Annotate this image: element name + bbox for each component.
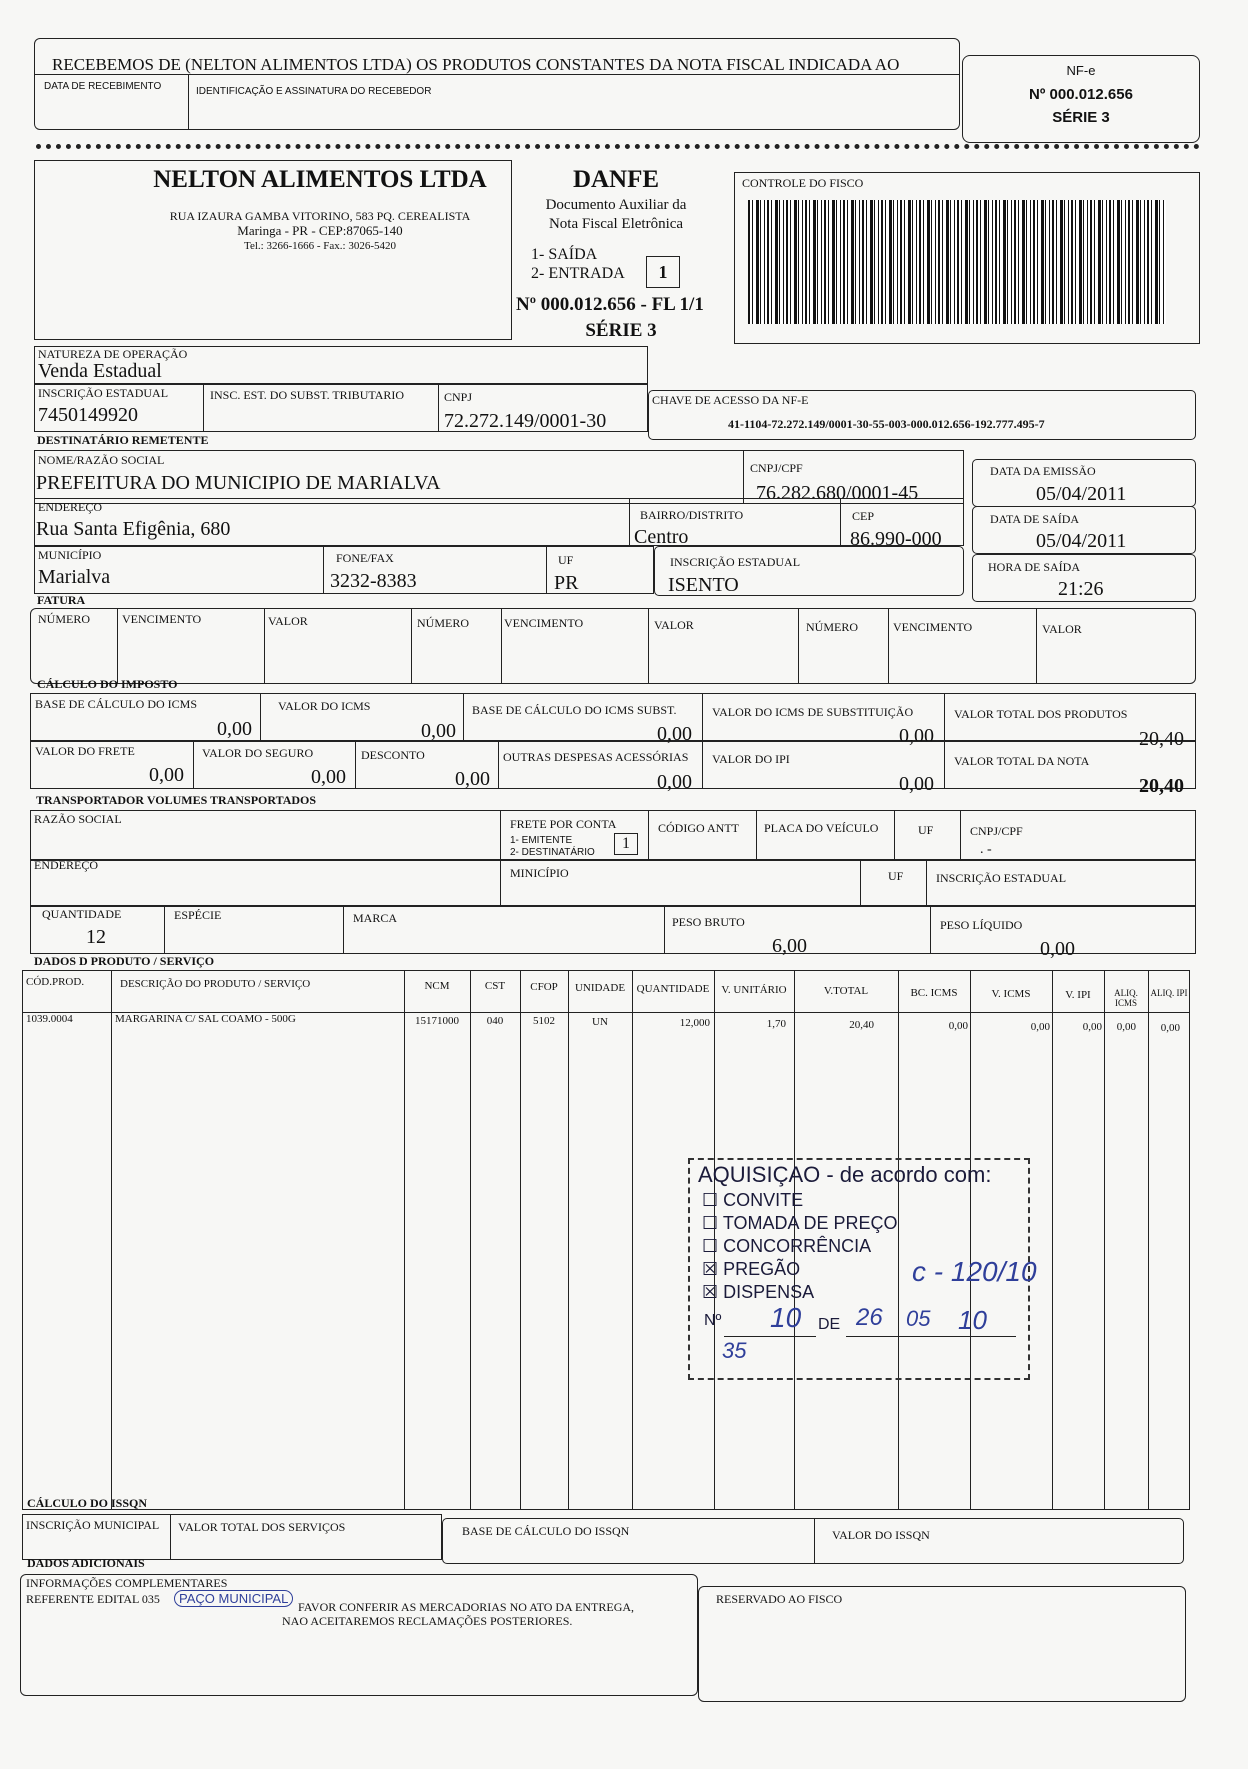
receipt-header: RECEBEMOS DE (NELTON ALIMENTOS LTDA) OS PRODUTOS CONSTANTES DA NOTA FISCAL INDICADA AO	[52, 55, 900, 74]
imp2-div-2	[355, 741, 356, 789]
ie-value: 7450149920	[38, 404, 138, 426]
row-cst: 040	[486, 1015, 504, 1027]
transport-municipio-label: MINICÍPIO	[510, 866, 569, 880]
hw-month: 05	[906, 1306, 931, 1331]
cep-value: 86.990-000	[850, 528, 942, 550]
ie-divider-1	[203, 384, 204, 432]
issqn-div-1	[170, 1514, 171, 1560]
barcode	[748, 200, 1166, 324]
recipient-ie-label: INSCRIÇÃO ESTADUAL	[670, 555, 801, 569]
natureza-label: NATUREZA DE OPERAÇÃO	[38, 347, 188, 361]
stamp-pregao: ☒ PREGÃO	[702, 1259, 801, 1279]
th-ncm: NCM	[424, 980, 450, 992]
fatura-box	[30, 608, 1196, 684]
row-aliq-icms: 0,00	[1116, 1021, 1136, 1033]
ipi-label: VALOR DO IPI	[712, 752, 790, 766]
imposto-section: CÁLCULO DO IMPOSTO	[37, 677, 178, 691]
outras-value: 0,00	[657, 771, 692, 793]
hora-value: 21:26	[1058, 578, 1104, 600]
tr3-div-1	[164, 906, 165, 954]
fatura-numero-3: NÚMERO	[806, 620, 859, 634]
especie-label: ESPÉCIE	[174, 908, 222, 922]
fatura-numero-2: NÚMERO	[417, 616, 470, 630]
imp1-div-4	[944, 693, 945, 741]
transport-cnpj-label: CNPJ/CPF	[970, 824, 1023, 838]
th-vunitario: V. UNITÁRIO	[721, 984, 787, 996]
prod-col-4	[520, 970, 521, 1510]
row-vtotal: 20,40	[849, 1019, 874, 1031]
prod-col-2	[404, 970, 405, 1510]
issqn-div-2	[814, 1518, 815, 1564]
recipient-cnpj: 76.282.680/0001-45	[756, 482, 919, 504]
imp2-div-5	[944, 741, 945, 789]
th-cfop: CFOP	[530, 981, 558, 993]
prod-col-3	[470, 970, 471, 1510]
frete-label: VALOR DO FRETE	[35, 744, 135, 758]
frete-value: 0,00	[149, 764, 184, 786]
prod-col-6	[632, 970, 633, 1510]
natureza-value: Venda Estadual	[38, 360, 162, 382]
frete-value-box: 1	[614, 833, 638, 855]
imp2-div-4	[702, 741, 703, 789]
emitter-phone: Tel.: 3266-1666 - Fax.: 3026-5420	[244, 240, 396, 252]
hw-number: 10	[770, 1302, 802, 1333]
stamp-convite: ☐ CONVITE	[702, 1190, 804, 1210]
ie-label: INSCRIÇÃO ESTADUAL	[38, 386, 169, 400]
cut-line	[36, 144, 1200, 149]
phone-value: 3232-8383	[330, 570, 417, 592]
prod-col-11	[1052, 970, 1053, 1510]
receipt-col-divider	[188, 74, 189, 130]
outras-label: OUTRAS DESPESAS ACESSÓRIAS	[503, 750, 689, 764]
issqn-valor-label: VALOR DO ISSQN	[832, 1528, 930, 1542]
fatura-valor-3: VALOR	[1042, 622, 1082, 636]
tr2-div-1	[500, 860, 501, 906]
peso-bruto-value: 6,00	[772, 935, 807, 957]
stamp-title: AQUISIÇAO - de acordo com:	[698, 1162, 992, 1187]
hw-day: 26	[856, 1304, 883, 1331]
peso-bruto-label: PESO BRUTO	[672, 915, 745, 929]
info-line-3: NAO ACEITAREMOS RECLAMAÇÕES POSTERIORES.	[282, 1614, 573, 1628]
row-unidade: UN	[592, 1016, 608, 1028]
stamp-num-label: Nº	[704, 1312, 722, 1329]
tr1-div-4	[894, 810, 895, 860]
recipient-name-divider	[743, 450, 744, 504]
cnpj-value: 72.272.149/0001-30	[444, 410, 607, 432]
cnpj-label: CNPJ	[444, 390, 473, 404]
receipt-nfe-label: NF-e	[1066, 63, 1096, 78]
tr1-div-3	[756, 810, 757, 860]
fatura-valor-1: VALOR	[268, 614, 308, 628]
transport-uf2-label: UF	[888, 869, 904, 883]
row-cod: 1039.0004	[26, 1013, 73, 1025]
info-line-2: FAVOR CONFERIR AS MERCADORIAS NO ATO DA ENTREGA,	[298, 1600, 635, 1614]
peso-liquido-label: PESO LÍQUIDO	[940, 918, 1023, 932]
receipt-date-label: DATA DE RECEBIMENTO	[44, 81, 162, 92]
address-label: ENDEREÇO	[38, 500, 102, 514]
th-v-icms: V. ICMS	[991, 988, 1031, 1000]
row-quantidade: 12,000	[679, 1017, 710, 1029]
address-value: Rua Santa Efigênia, 680	[36, 518, 231, 540]
info-label: INFORMAÇÕES COMPLEMENTARES	[26, 1576, 228, 1590]
city-value: Marialva	[38, 566, 111, 588]
fatura-section: FATURA	[37, 593, 86, 607]
th-quantidade: QUANTIDADE	[636, 983, 710, 995]
quantidade-label: QUANTIDADE	[42, 907, 122, 921]
frete-opt-1: 1- EMITENTE	[510, 835, 573, 846]
prod-col-13	[1148, 970, 1149, 1510]
total-produtos-label: VALOR TOTAL DOS PRODUTOS	[954, 707, 1128, 721]
imp2-div-1	[193, 741, 194, 789]
emitter-city: Maringa - PR - CEP:87065-140	[237, 223, 403, 238]
th-vtotal: V.TOTAL	[823, 985, 869, 997]
danfe-subtitle-1: Documento Auxiliar da	[545, 197, 687, 213]
fatura-div-4	[501, 608, 502, 684]
total-nota-value: 20,40	[1139, 775, 1184, 797]
chave-value: 41-1104-72.272.149/0001-30-55-003-000.012.656-192.777.495-7	[728, 417, 1045, 431]
bairro-value: Centro	[634, 526, 689, 548]
fatura-numero-1: NÚMERO	[38, 612, 91, 626]
fatura-vencimento-3: VENCIMENTO	[893, 620, 973, 634]
row-v-ipi: 0,00	[1082, 1021, 1102, 1033]
tr3-div-3	[664, 906, 665, 954]
city-label: MUNICÍPIO	[38, 548, 102, 562]
bairro-label: BAIRRO/DISTRITO	[640, 508, 744, 522]
th-aliq-icms: ALIQ. ICMS	[1114, 988, 1138, 1008]
quantidade-value: 12	[86, 926, 106, 948]
additional-section: DADOS ADICIONAIS	[27, 1556, 145, 1570]
imp1-div-2	[463, 693, 464, 741]
ipi-value: 0,00	[899, 773, 934, 795]
base-st-value: 0,00	[657, 723, 692, 745]
stamp-concorrencia-label: CONCORRÊNCIA	[723, 1236, 872, 1256]
products-section: DADOS D PRODUTO / SERVIÇO	[34, 954, 215, 968]
city-divider-2	[546, 546, 547, 594]
city-divider-1	[323, 546, 324, 594]
danfe-saida: 1- SAÍDA	[531, 246, 598, 263]
danfe-title: DANFE	[572, 166, 660, 193]
imp2-div-3	[498, 741, 499, 789]
th-aliq-ipi: ALIQ. IPI	[1150, 988, 1188, 998]
valor-icms-value: 0,00	[421, 720, 456, 742]
recipient-ie-value: ISENTO	[668, 574, 739, 596]
tr1-div-2	[648, 810, 649, 860]
recipient-section: DESTINATÁRIO REMETENTE	[37, 433, 209, 447]
recipient-name: PREFEITURA DO MUNICIPIO DE MARIALVA	[36, 472, 441, 494]
hw-paco-municipal: PAÇO MUNICIPAL	[174, 1590, 293, 1607]
stamp-convite-label: CONVITE	[723, 1190, 804, 1210]
transport-cnpj-value: . -	[980, 842, 992, 857]
desconto-label: DESCONTO	[361, 748, 425, 762]
tr2-div-3	[926, 860, 927, 906]
base-icms-label: BASE DE CÁLCULO DO ICMS	[35, 697, 198, 711]
imp1-div-1	[260, 693, 261, 741]
danfe-serie: SÉRIE 3	[585, 320, 657, 341]
stamp-concorrencia: ☐ CONCORRÊNCIA	[702, 1236, 872, 1256]
address-divider-1	[629, 498, 630, 546]
hora-label: HORA DE SAÍDA	[988, 560, 1081, 574]
receipt-signature-label: IDENTIFICAÇÃO E ASSINATURA DO RECEBEDOR	[196, 86, 432, 97]
valor-st-label: VALOR DO ICMS DE SUBSTITUIÇÃO	[712, 705, 914, 719]
danfe-type-box: 1	[646, 256, 680, 288]
tr1-div-1	[500, 810, 501, 860]
th-descricao: DESCRIÇÃO DO PRODUTO / SERVIÇO	[120, 978, 311, 990]
stamp-tomada: ☐ TOMADA DE PREÇO	[702, 1213, 898, 1233]
row-vunitario: 1,70	[766, 1018, 786, 1030]
phone-label: FONE/FAX	[336, 551, 394, 565]
stamp-tomada-label: TOMADA DE PREÇO	[722, 1213, 898, 1233]
th-bc-icms: BC. ICMS	[910, 987, 958, 999]
reserved-fisco-label: RESERVADO AO FISCO	[716, 1592, 843, 1606]
ie-st-label: INSC. EST. DO SUBST. TRIBUTARIO	[210, 388, 405, 402]
saida-value: 05/04/2011	[1036, 530, 1127, 552]
imp1-div-3	[702, 693, 703, 741]
uf-label: UF	[558, 553, 574, 567]
stamp-dispensa-label: DISPENSA	[723, 1282, 815, 1302]
receipt-nfe-serie: SÉRIE 3	[1052, 109, 1110, 126]
fatura-div-6	[798, 608, 799, 684]
valor-icms-label: VALOR DO ICMS	[278, 699, 371, 713]
issqn-section: CÁLCULO DO ISSQN	[27, 1496, 148, 1510]
hw-extra: 35	[722, 1338, 747, 1363]
transport-endereco-label: ENDEREÇO	[34, 858, 98, 872]
prod-col-1	[111, 970, 112, 1510]
issqn-base-label: BASE DE CÁLCULO DO ISSQN	[462, 1524, 630, 1538]
stamp-date-line	[846, 1336, 1016, 1337]
tr3-div-2	[343, 906, 344, 954]
info-line-1: REFERENTE EDITAL 035	[26, 1592, 160, 1606]
marca-label: MARCA	[353, 911, 398, 925]
valor-st-value: 0,00	[899, 725, 934, 747]
base-st-label: BASE DE CÁLCULO DO ICMS SUBST.	[472, 703, 677, 717]
hw-note: c - 120/10	[912, 1256, 1037, 1287]
cep-label: CEP	[852, 509, 875, 523]
prod-col-12	[1104, 970, 1105, 1510]
transport-uf-label: UF	[918, 823, 934, 837]
emissao-label: DATA DA EMISSÃO	[990, 464, 1096, 478]
th-unidade: UNIDADE	[574, 982, 626, 994]
recipient-name-label: NOME/RAZÃO SOCIAL	[38, 453, 165, 467]
peso-liquido-value: 0,00	[1040, 938, 1075, 960]
tr1-div-5	[960, 810, 961, 860]
fatura-div-1	[117, 608, 118, 684]
emitter-address: RUA IZAURA GAMBA VITORINO, 583 PQ. CEREALISTA	[169, 209, 471, 223]
transport-razao-label: RAZÃO SOCIAL	[34, 812, 122, 826]
seguro-value: 0,00	[311, 766, 346, 788]
row-bc-icms: 0,00	[948, 1020, 968, 1032]
stamp-pregao-label: PREGÃO	[723, 1259, 801, 1279]
th-v-ipi: V. IPI	[1065, 989, 1091, 1001]
danfe-entrada: 2- ENTRADA	[531, 265, 625, 282]
issqn-servicos-label: VALOR TOTAL DOS SERVIÇOS	[178, 1520, 346, 1534]
fatura-div-5	[648, 608, 649, 684]
danfe-number: Nº 000.012.656 - FL 1/1	[516, 294, 704, 315]
uf-value: PR	[554, 572, 579, 594]
row-aliq-ipi: 0,00	[1160, 1022, 1180, 1034]
stamp-num-line	[724, 1336, 816, 1337]
placa-label: PLACA DO VEÍCULO	[764, 821, 879, 835]
ie-divider-2	[438, 384, 439, 432]
seguro-label: VALOR DO SEGURO	[202, 746, 314, 760]
hw-year: 10	[958, 1305, 987, 1335]
danfe-subtitle-2: Nota Fiscal Eletrônica	[548, 216, 684, 232]
fatura-div-3	[411, 608, 412, 684]
fatura-vencimento-1: VENCIMENTO	[122, 612, 202, 626]
saida-label: DATA DE SAÍDA	[990, 512, 1080, 526]
frete-opt-2: 2- DESTINATÁRIO	[510, 847, 595, 858]
transport-ie-label: INSCRIÇÃO ESTADUAL	[936, 871, 1067, 885]
row-cfop: 5102	[533, 1015, 555, 1027]
tr2-div-2	[860, 860, 861, 906]
issqn-im-label: INSCRIÇÃO MUNICIPAL	[26, 1518, 160, 1532]
fatura-valor-2: VALOR	[654, 618, 694, 632]
receipt-stub	[34, 38, 960, 130]
tr3-div-4	[930, 906, 931, 954]
transport-section: TRANSPORTADOR VOLUMES TRANSPORTADOS	[36, 793, 317, 807]
row-v-icms: 0,00	[1030, 1021, 1050, 1033]
recipient-cnpj-label: CNPJ/CPF	[750, 461, 803, 475]
row-descricao: MARGARINA C/ SAL COAMO - 500G	[115, 1013, 296, 1025]
stamp-de-label: DE	[818, 1316, 841, 1333]
antt-label: CÓDIGO ANTT	[658, 821, 739, 835]
stamp-dispensa: ☒ DISPENSA	[702, 1282, 815, 1302]
base-icms-value: 0,00	[217, 718, 252, 740]
total-nota-label: VALOR TOTAL DA NOTA	[954, 754, 1090, 768]
fatura-vencimento-2: VENCIMENTO	[504, 616, 584, 630]
fisco-label: CONTROLE DO FISCO	[742, 176, 864, 190]
fatura-div-8	[1036, 608, 1037, 684]
th-cst: CST	[484, 980, 506, 992]
receipt-nfe-number: Nº 000.012.656	[1029, 86, 1133, 103]
emissao-value: 05/04/2011	[1036, 483, 1127, 505]
address-divider-2	[840, 498, 841, 546]
emitter-name: NELTON ALIMENTOS LTDA	[153, 166, 487, 193]
chave-label: CHAVE DE ACESSO DA NF-E	[652, 393, 809, 407]
th-cod: CÓD.PROD.	[26, 976, 85, 988]
desconto-value: 0,00	[455, 768, 490, 790]
prod-col-5	[568, 970, 569, 1510]
row-ncm: 15171000	[415, 1015, 459, 1027]
fatura-div-2	[264, 608, 265, 684]
total-produtos-value: 20,40	[1139, 728, 1184, 750]
frete-conta-label: FRETE POR CONTA	[510, 817, 617, 831]
fatura-div-7	[888, 608, 889, 684]
